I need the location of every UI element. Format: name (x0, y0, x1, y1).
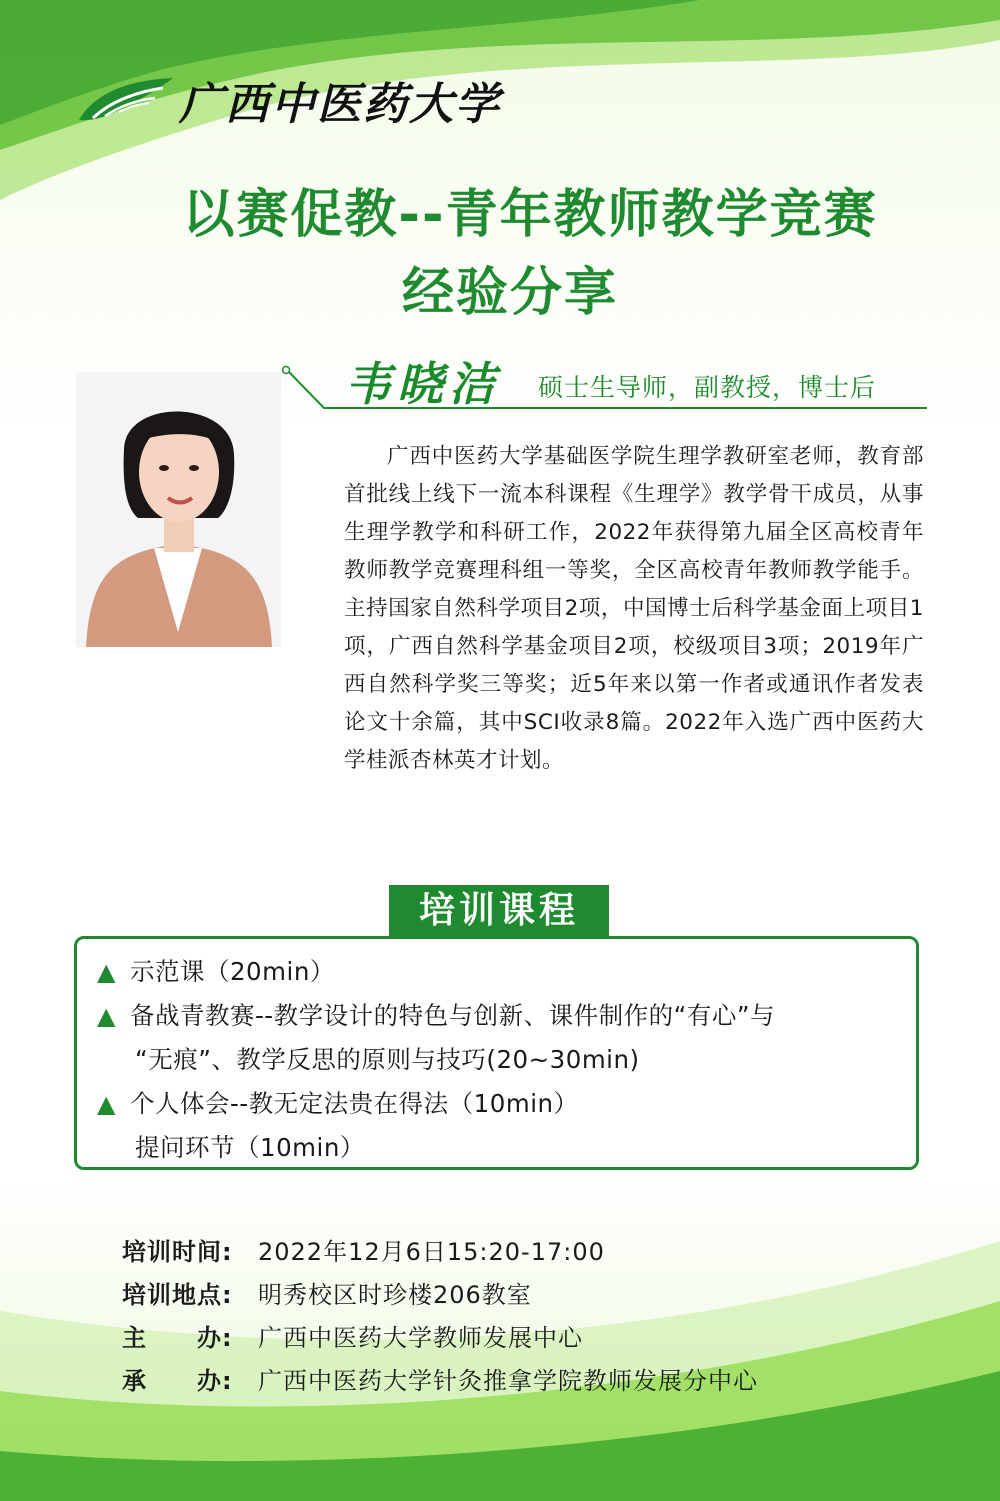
speaker-name: 韦晓洁 (345, 357, 501, 411)
info-time: 培训时间: 2022年12月6日15:20-17:00 (122, 1238, 605, 1266)
list-item: ▲ 备战青教赛--教学设计的特色与创新、课件制作的“有心”与 (97, 1001, 776, 1030)
university-logo (75, 70, 501, 130)
speaker-photo (76, 372, 281, 647)
triangle-bullet-icon: ▲ (97, 1090, 116, 1118)
event-title-line1: 以赛促教--青年教师教学竞赛 (182, 185, 878, 245)
event-title-line2: 经验分享 (401, 263, 618, 323)
info-co-host: 承 办: 广西中医药大学针灸推拿学院教师发展分中心 (122, 1367, 758, 1395)
speaker-titles: 硕士生导师，副教授，博士后 (538, 373, 877, 402)
list-item-continuation: “无痕”、教学反思的原则与技巧(20~30min) (135, 1045, 640, 1074)
triangle-bullet-icon: ▲ (97, 958, 116, 986)
info-place: 培训地点: 明秀校区时珍楼206教室 (122, 1281, 532, 1309)
speaker-portrait (76, 372, 281, 647)
list-item: ▲ 个人体会--教无定法贵在得法（10min） (97, 1089, 579, 1118)
speaker-bio: 广西中医药大学基础医学院生理学教研室老师，教育部首批线上线下一流本科课程《生理学》教学骨干成员，从事生理学教学和科研工作，2022年获得第九届全区高校青年教师教学竞赛理科组一等奖，全区高校青年教师教学能手。主持国家自然科学项目2项，中国博士后科学基金面上项目1项，广西自然科学基金项目2项，校级项目3项；2019年广西自然科学奖三等奖；近5年来以第一作者或通讯作者发表论文十余篇，其中SCI收录8篇。2022年入选广西中医药大学桂派杏林英才计划。 (344, 444, 924, 773)
course-heading: 培训课程 (389, 885, 609, 937)
course-list (74, 936, 919, 1170)
university-name: 广西中医药大学 (179, 79, 501, 130)
leaf-logo-icon (75, 72, 175, 128)
list-item: 提问环节（10min） (135, 1133, 365, 1162)
info-host: 主 办: 广西中医药大学教师发展中心 (122, 1324, 583, 1352)
triangle-bullet-icon: ▲ (97, 1002, 116, 1030)
list-item: ▲ 示范课（20min） (97, 957, 335, 986)
